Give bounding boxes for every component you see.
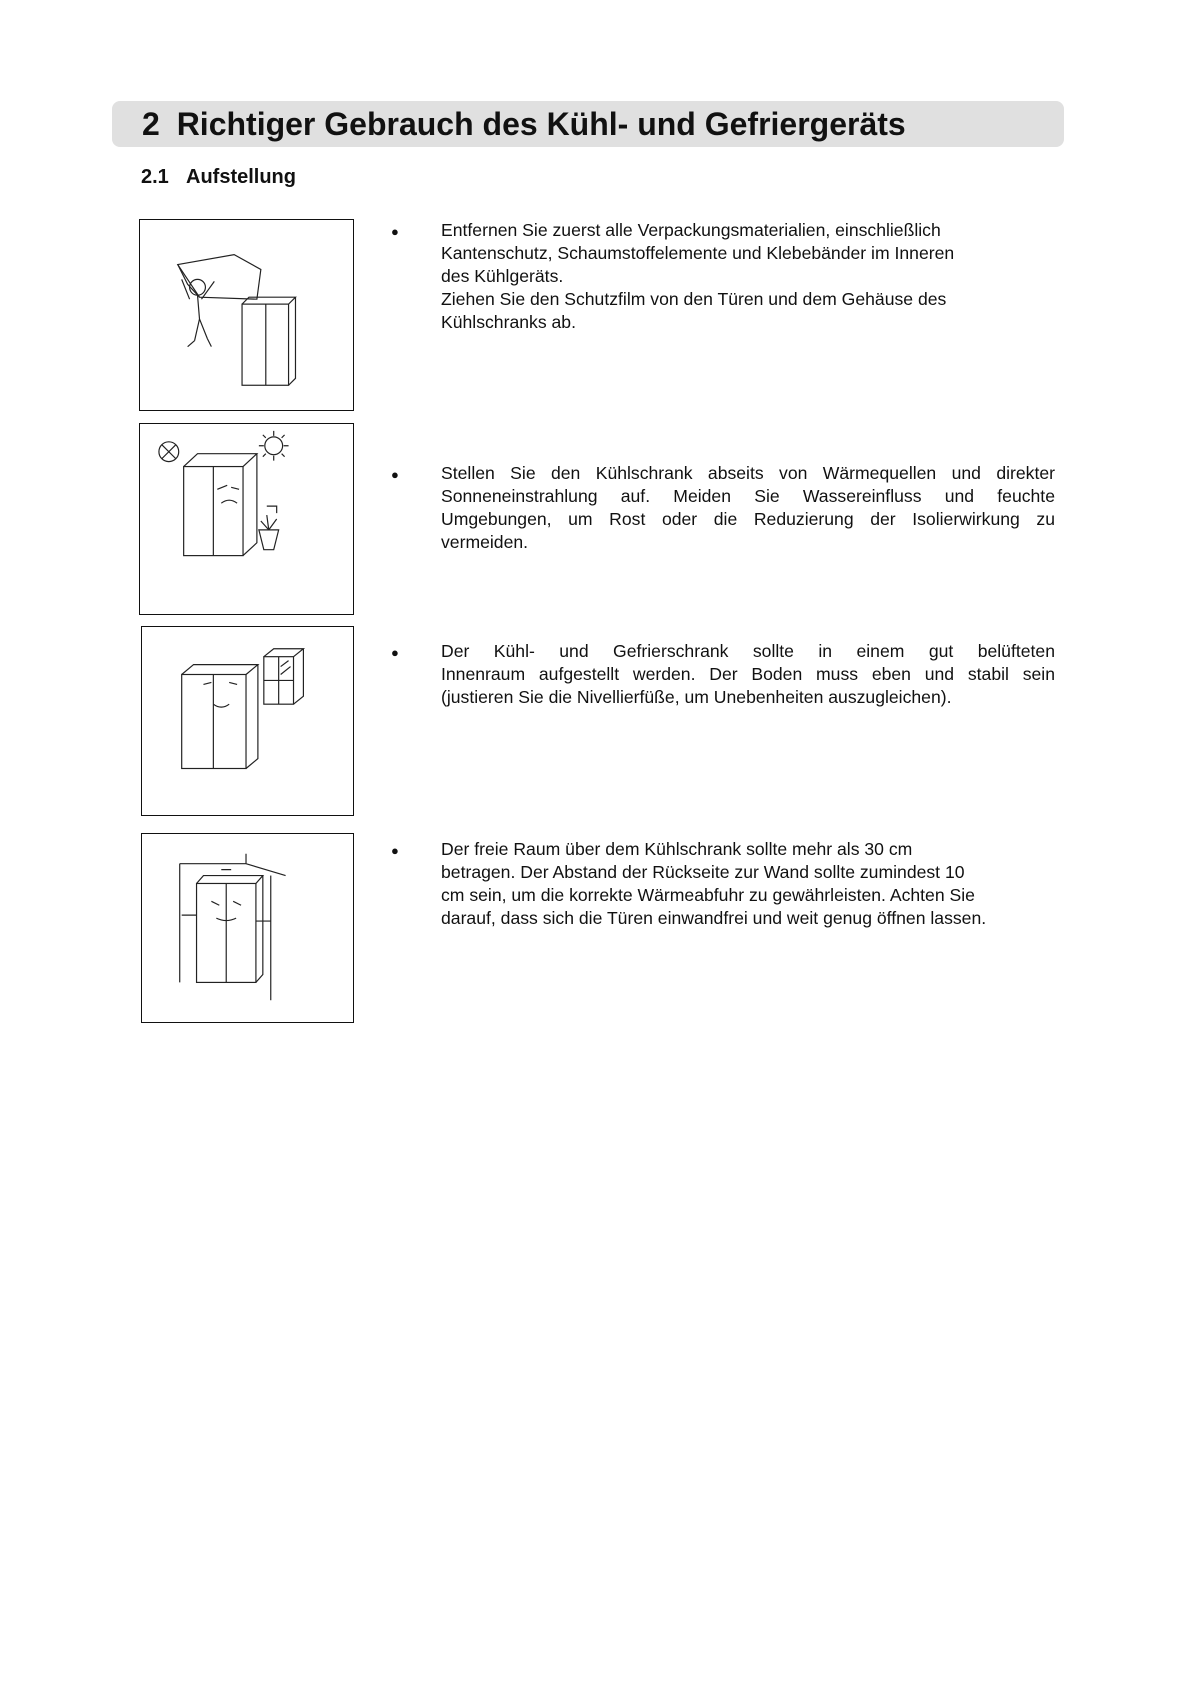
instruction-text: Entfernen Sie zuerst alle Verpackungsmaterialien, einschließlich Kantenschutz, Schaumstoffelemente und Klebebänder im Inneren des Kühlgeräts. Ziehen Sie den Schutzfilm von den Türen und dem Gehäuse des Kühlschranks ab. <box>441 220 955 332</box>
bullet-icon: ● <box>391 843 399 858</box>
avoid-heat-and-water-illustration <box>139 423 354 615</box>
chapter-number: 2 <box>142 106 160 142</box>
section-title-text: Aufstellung <box>186 166 296 188</box>
section-number: 2.1 <box>141 166 169 188</box>
instruction-text: Der freie Raum über dem Kühlschrank sollte mehr als 30 cm betragen. Der Abstand der Rückseite zur Wand sollte zumindest 10 cm sein, um die korrekte Wärmeabfuhr zu gewährleisten. Achten Sie darauf, dass sich die Türen einwandfrei und weit genug öffnen lassen. <box>441 839 987 928</box>
bullet-icon: ● <box>391 645 399 660</box>
chapter-heading <box>142 101 906 147</box>
chapter-title-text: Richtiger Gebrauch des Kühl- und Gefriergeräts <box>176 106 906 142</box>
bullet-icon: ● <box>391 467 399 482</box>
clearance-distance-illustration <box>141 833 354 1023</box>
instruction-text: Stellen Sie den Kühlschrank abseits von Wärmequellen und direkter Sonneneinstrahlung auf. Meiden Sie Wassereinfluss und feuchte Umgebungen, um Rost oder die Reduzierung der Isolierwirkung zu vermeiden. <box>441 463 1055 552</box>
bullet-icon: ● <box>391 224 399 239</box>
section-heading <box>141 166 296 189</box>
instruction-text: Der Kühl- und Gefrierschrank sollte in einem gut belüfteten Innenraum aufgestellt werden. Der Boden muss eben und stabil sein (justieren Sie die Nivellierfüße, um Unebenheiten auszugleichen). <box>441 641 1055 707</box>
unpacking-refrigerator-illustration <box>139 219 354 411</box>
ventilated-room-illustration <box>141 626 354 816</box>
